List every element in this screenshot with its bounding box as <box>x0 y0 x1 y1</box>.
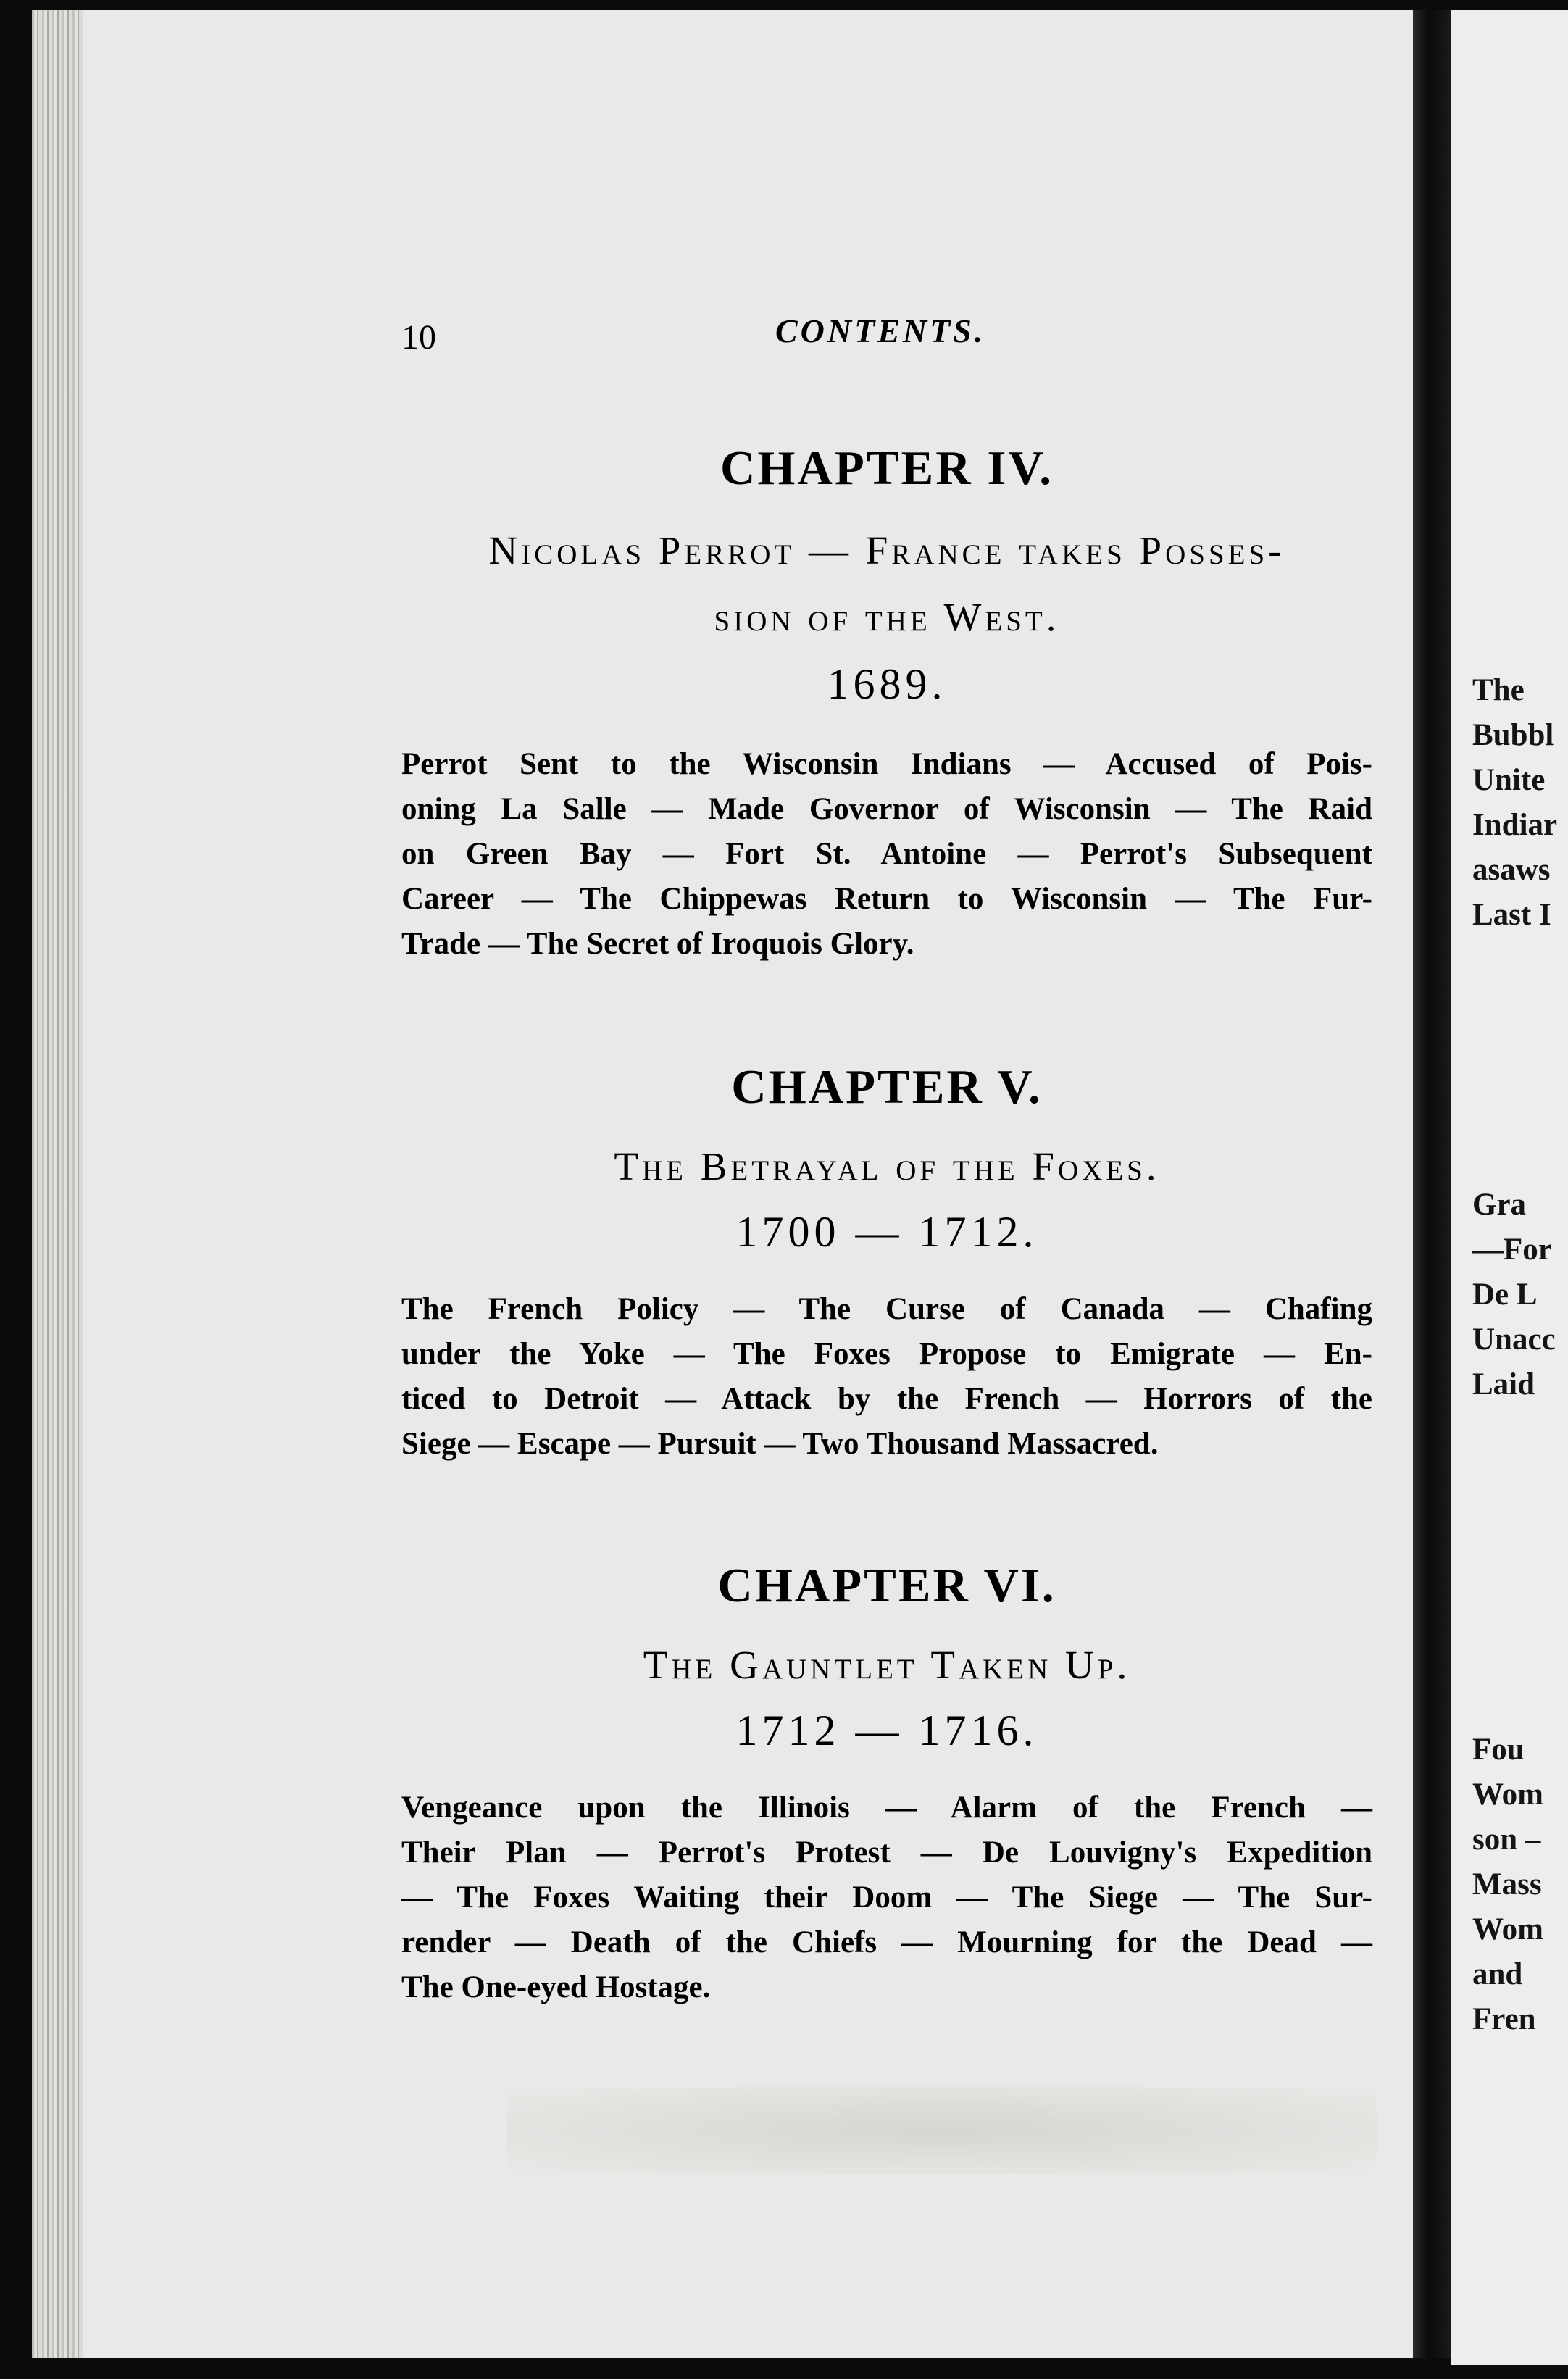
facing-page-fragment <box>1451 10 1568 2365</box>
chapter-title: The Gauntlet Taken Up. <box>643 1643 1131 1687</box>
chapter-dates: 1700 — 1712. <box>735 1208 1038 1256</box>
chapter-heading: CHAPTER IV. <box>720 441 1054 495</box>
facing-text-block-3: Fou Wom son – Mass Wom and Fren <box>1472 1733 1543 2036</box>
facing-text-block-2: Gra —For De L Unacc Laid <box>1472 1188 1556 1401</box>
chapter-heading: CHAPTER VI. <box>717 1559 1056 1612</box>
chapter-title: Nicolas Perrot — France takes Posses- sion of the West. <box>488 528 1285 639</box>
chapter-iv-entry <box>401 439 1372 967</box>
chapter-vi-entry <box>401 1557 1372 2010</box>
chapter-dates: 1689. <box>827 660 947 708</box>
chapter-summary: Vengeance upon the Illinois — Alarm of the French — Their Plan — Perrot's Protest — De Louvigny's Expedition — The Foxes Waiting their Doom — The Siege — The Sur- render — Death of the Chiefs — Mourning for the Dead — The One-eyed Hostage. <box>401 1791 1372 2004</box>
paper-stain <box>507 2087 1377 2174</box>
running-head <box>401 304 1387 362</box>
chapter-title: The Betrayal of the Foxes. <box>614 1144 1160 1188</box>
page-number: 10 <box>401 318 436 357</box>
chapter-heading: CHAPTER V. <box>731 1060 1043 1114</box>
chapter-v-entry <box>401 1058 1372 1467</box>
page-edge-stack <box>32 10 83 2358</box>
chapter-summary: Perrot Sent to the Wisconsin Indians — Accused of Pois- oning La Salle — Made Governor of Wisconsin — The Raid on Green Bay — Fort St. Antoine — Perrot's Subsequent Career — The Chippewas Return to Wisconsin — The Fur- Trade — The Secret of Iroquois Glory. <box>401 747 1372 961</box>
running-title: CONTENTS. <box>775 312 986 349</box>
book-gutter <box>1413 10 1451 2358</box>
chapter-summary: The French Policy — The Curse of Canada — Chafing under the Yoke — The Foxes Propose to Emigrate — En- ticed to Detroit — Attack by the French — Horrors of the Siege — Escape — Pursuit — Two Thousand Massacred. <box>401 1292 1372 1461</box>
chapter-dates: 1712 — 1716. <box>735 1707 1038 1754</box>
facing-text-block-1: The Bubbl Unite Indiar asaws Last I <box>1472 673 1558 932</box>
